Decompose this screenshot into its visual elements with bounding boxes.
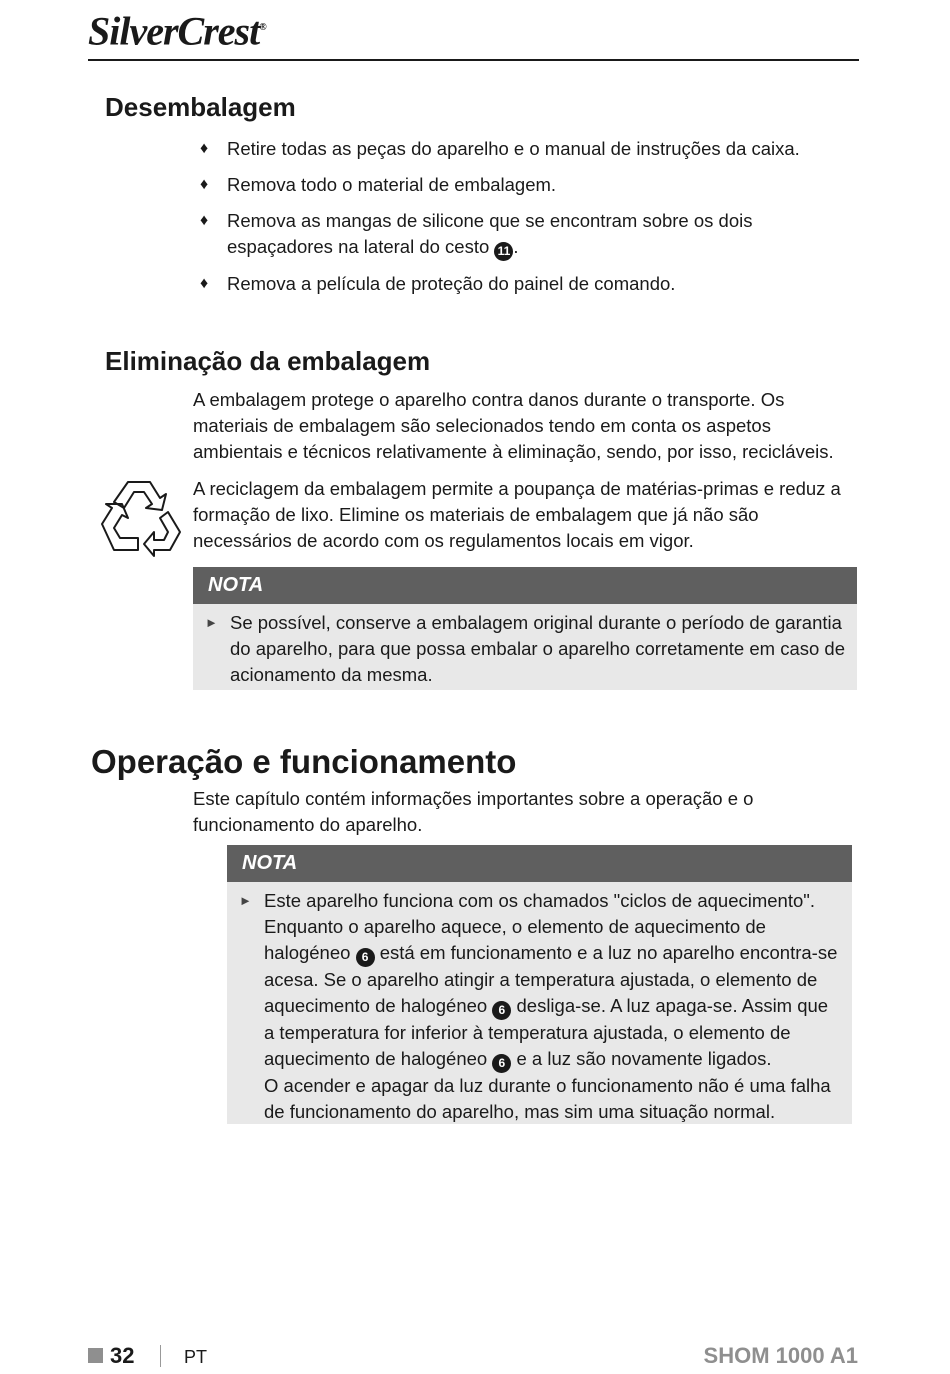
list-item (200, 271, 862, 297)
list-item (200, 136, 862, 162)
list-item (200, 208, 862, 261)
part-reference-badge: 6 (492, 1001, 511, 1020)
recycle-icon (98, 478, 184, 560)
disposal-paragraph-1: A embalagem protege o aparelho contra danos durante o transporte. Os materiais de embalagem são selecionados tendo em conta os aspetos ambientais e técnicos relativamente à eliminação, sendo, por isso, recicláveis. (193, 389, 834, 462)
brand-name: SilverCrest (88, 8, 260, 54)
note-box (193, 567, 857, 690)
diamond-bullet-icon: ♦ (200, 275, 209, 292)
diamond-bullet-icon: ♦ (200, 212, 209, 229)
arrow-bullet-icon: ► (205, 615, 218, 630)
language-code: PT (184, 1347, 208, 1367)
part-reference-badge: 11 (494, 242, 513, 261)
page-number: 32 (110, 1343, 135, 1368)
footer-divider (160, 1345, 161, 1367)
note-text-part: desliga-se. A luz apaga-se. Assim que a temperatura for inferior à temperatura ajustada, o elemento de aquecimento de halogéneo (264, 995, 829, 1069)
model-name: SHOM 1000 A1 (703, 1343, 858, 1368)
chapter-heading-operation: Operação e funcionamento (91, 743, 517, 780)
note-text-part: e a luz são novamente ligados. (511, 1048, 772, 1069)
list-item (200, 172, 862, 198)
arrow-bullet-icon: ► (239, 893, 252, 908)
list-item-text: Retire todas as peças do aparelho e o manual de instruções da caixa. (227, 138, 800, 159)
diamond-bullet-icon: ♦ (200, 176, 209, 193)
header-divider (88, 59, 859, 61)
list-item-text-end: . (513, 236, 519, 257)
note-text-part: O acender e apagar da luz durante o funcionamento não é uma falha de funcionamento do aparelho, mas sim uma situação normal. (264, 1075, 831, 1122)
operation-intro: Este capítulo contém informações importantes sobre a operação e o funcionamento do aparelho. (193, 788, 754, 835)
section-heading-unpacking: Desembalagem (105, 92, 296, 122)
part-reference-badge: 6 (356, 948, 375, 967)
list-item-text: Remova a película de proteção do painel de comando. (227, 273, 676, 294)
note-text-part: está em funcionamento e a luz no aparelho encontra-se acesa. Se o aparelho atingir a temperatura ajustada, o elemento de aquecimento de halogéneo (264, 942, 838, 1016)
note-title: NOTA (227, 845, 852, 882)
list-item-text: Remova todo o material de embalagem. (227, 174, 557, 195)
disposal-paragraph-2: A reciclagem da embalagem permite a poupança de matérias-primas e reduz a formação de lixo. Elimine os materiais de embalagem que já não são necessários de acordo com os regulamentos locais em vigor. (193, 478, 841, 551)
part-reference-badge: 6 (492, 1054, 511, 1073)
note-body (227, 882, 852, 1131)
note-title: NOTA (193, 567, 857, 604)
note-text: Se possível, conserve a embalagem original durante o período de garantia do aparelho, para que possa embalar o aparelho corretamente em caso de acionamento da mesma. (230, 612, 845, 685)
note-text (264, 890, 837, 1122)
page-marker-square (88, 1348, 103, 1363)
diamond-bullet-icon: ♦ (200, 140, 209, 157)
note-box (227, 845, 852, 1124)
section-heading-disposal: Eliminação da embalagem (105, 346, 431, 376)
list-item-text: Remova as mangas de silicone que se encontram sobre os dois espaçadores na lateral do cesto (227, 210, 753, 257)
note-body (193, 604, 857, 694)
brand-logo (88, 8, 266, 54)
unpacking-list (200, 136, 862, 307)
note-text-part: Este aparelho funciona com os chamados "ciclos de aquecimento". Enquanto o aparelho aquece, o elemento de aquecimento de halogéneo (264, 890, 815, 963)
registered-mark: ® (259, 22, 266, 33)
